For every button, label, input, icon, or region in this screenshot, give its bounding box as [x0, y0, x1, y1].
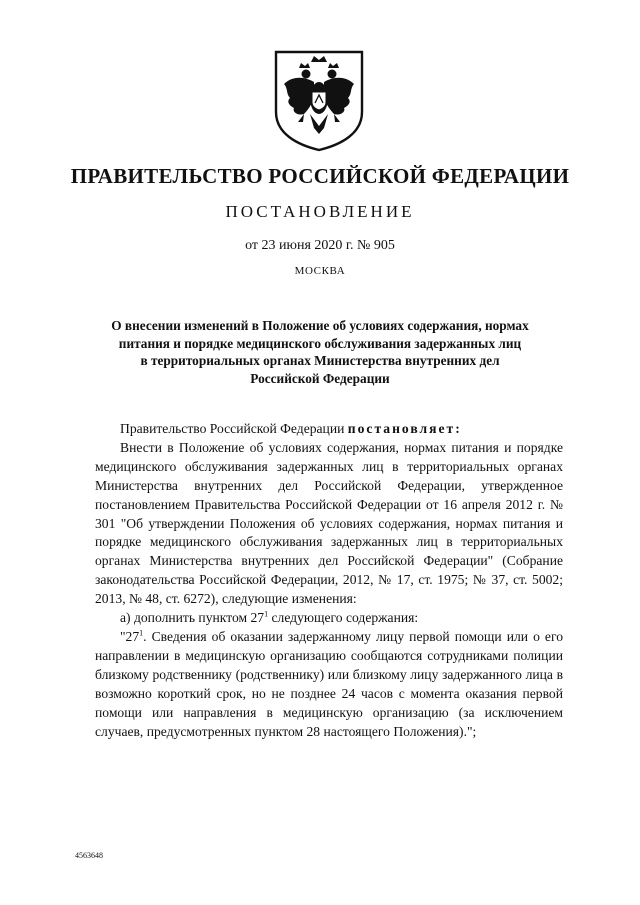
item-a-superscript: 1 — [264, 609, 269, 619]
resolve-paragraph — [95, 420, 563, 439]
resolve-lead: Правительство Российской Федерации — [120, 421, 348, 436]
resolve-word: постановляет: — [347, 421, 462, 436]
document-subject — [60, 317, 580, 387]
quoted-clause-paragraph — [95, 628, 563, 741]
document-type: ПОСТАНОВЛЕНИЕ — [225, 202, 415, 221]
subject-line: О внесении изменений в Положение об условиях содержания, нормах — [111, 318, 529, 333]
document-date-number: от 23 июня 2020 г. № 905 — [245, 238, 395, 253]
subject-line: Российской Федерации — [250, 370, 390, 386]
quote-superscript: 1 — [139, 628, 144, 638]
subject-line: в территориальных органах Министерства внутренних дел — [140, 353, 500, 368]
item-a-text: а) дополнить пунктом 27 — [120, 610, 265, 626]
government-title: ПРАВИТЕЛЬСТВО РОССИЙСКОЙ ФЕДЕРАЦИИ — [70, 164, 570, 188]
document-city: МОСКВА — [294, 265, 346, 277]
quote-open: "27 — [120, 628, 140, 644]
amendment-paragraph: Внести в Положение об условиях содержания, нормах питания и порядке медицинского обслуживания задержанных лиц в территориальных органах Министерства внутренних дел Российской Федерации, утвержденное постановлением Правительства Российской Федерации от 16 апреля 2012 г. № 301 "Об утверждении Положения об условиях содержания, нормах питания и порядке медицинского обслуживания задержанных лиц в территориальных органах Министерства внутренних дел Российской Федерации" (Собрание законодательства Российской Федерации, 2012, № 17, ст. 1975; № 37, ст. 5002; 2013, № 48, ст. 6272), следующие изменения: — [95, 439, 563, 607]
russian-coat-of-arms-icon — [270, 48, 368, 152]
item-a-paragraph — [95, 609, 563, 628]
document-code: 4563648 — [75, 851, 103, 860]
document-body — [95, 420, 563, 741]
subject-line: питания и порядке медицинского обслуживания задержанных лиц — [118, 335, 522, 351]
quote-text: . Сведения об оказании задержанному лицу первой помощи или о его направлении в медицинскую организацию сообщаются сотрудниками полиции близкому родственнику (родственнику) или близкому лицу задержанного лица в возможно короткий срок, но не позднее 24 часов с момента оказания первой помощи или направления в медицинскую организацию (за исключением случаев, предусмотренных пунктом 28 настоящего Положения)."; — [95, 628, 563, 739]
item-a-tail: следующего содержания: — [268, 610, 419, 626]
